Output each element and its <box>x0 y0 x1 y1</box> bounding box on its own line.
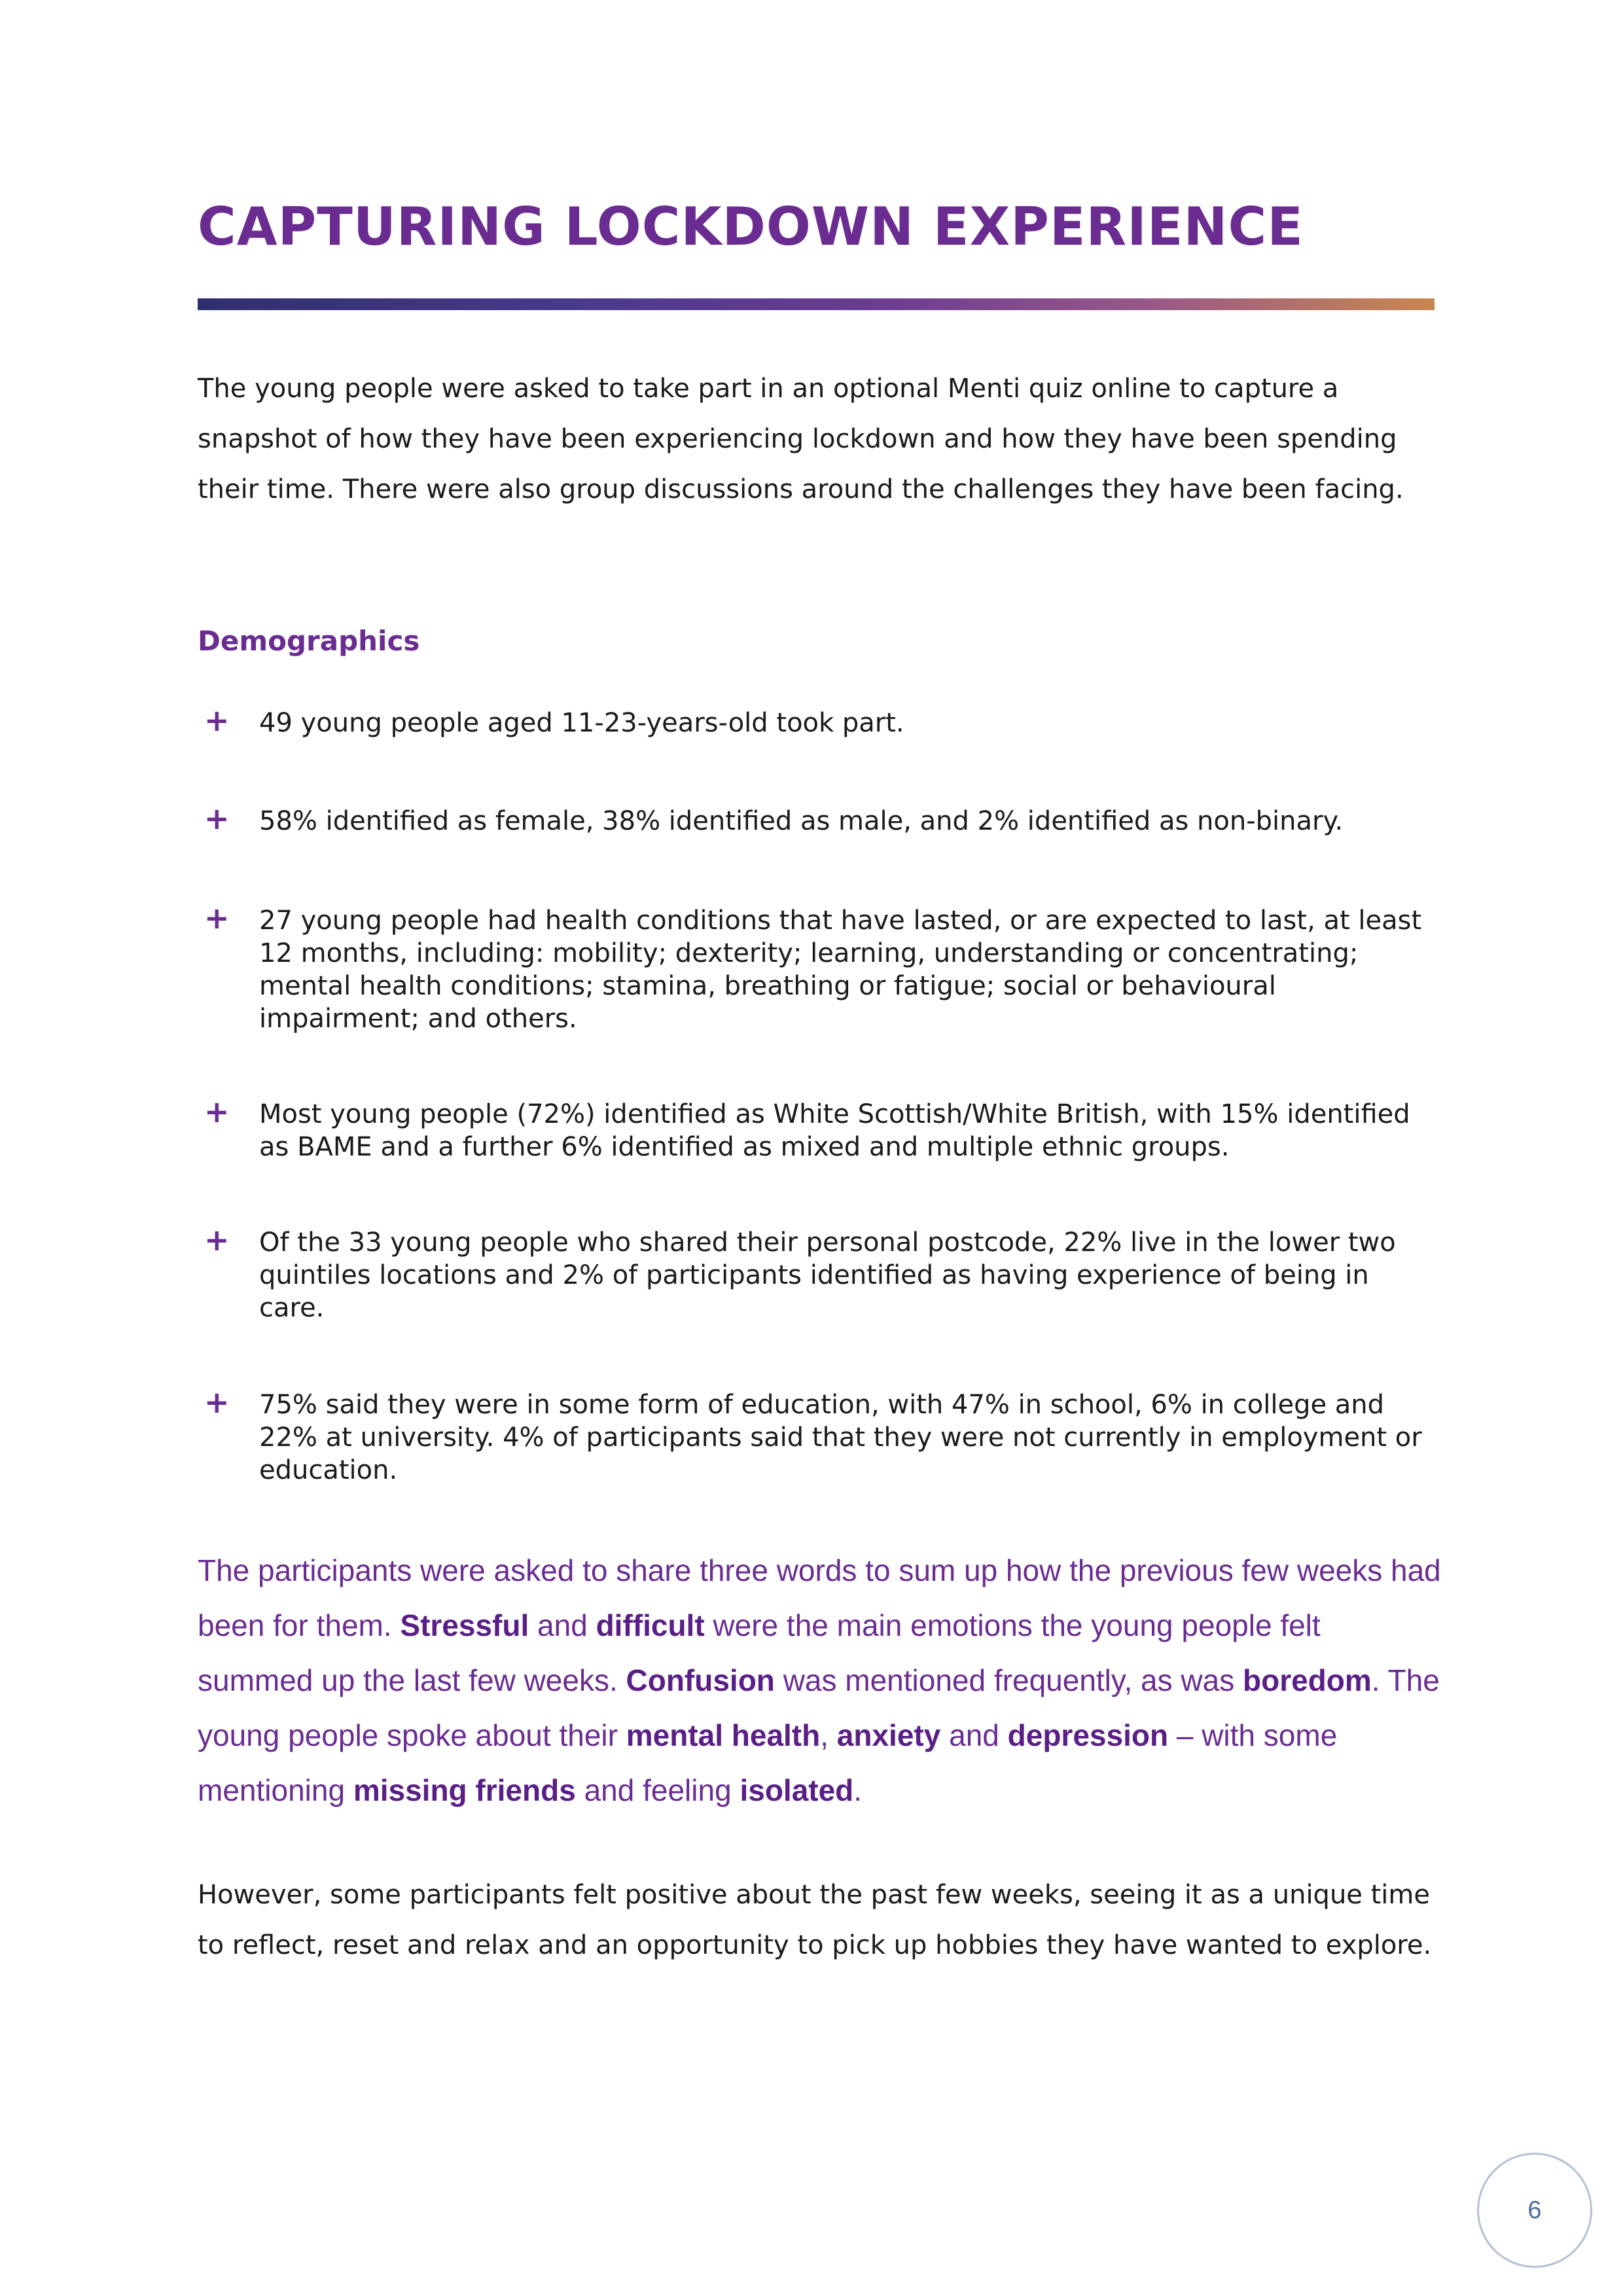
list-item-text: 27 young people had health conditions that have lasted, or are expected to last, at least 12 months, including: mobility; dexterity; learning, understanding or concentrating; mental health conditions; stamina, breathing or fatigue; social or behavioural impairment; and others. <box>259 906 1422 1034</box>
emphasis-word: boredom <box>1243 1663 1372 1697</box>
plus-icon: + <box>204 1222 230 1258</box>
plus-icon: + <box>204 1094 230 1129</box>
emphasis-word: mental health <box>626 1718 821 1752</box>
list-item <box>198 1385 1441 1487</box>
plus-icon: + <box>204 801 230 836</box>
list-item <box>198 1094 1441 1163</box>
list-item <box>198 801 1441 838</box>
summary-paragraph: The participants were asked to share three words to sum up how the previous few weeks had been for them. Stressful and difficult were the main emotions the young people felt summed up the last few weeks. Confusion was mentioned frequently, as was boredom. The young people spoke about their mental health, anxiety and depression – with some mentioning missing friends and feeling isolated. <box>198 1553 1441 1807</box>
demographics-heading: Demographics <box>198 625 420 657</box>
list-item-text: Most young people (72%) identified as White Scottish/White British, with 15% identified as BAME and a further 6% identified as mixed and multiple ethnic groups. <box>259 1099 1410 1162</box>
page-title: CAPTURING LOCKDOWN EXPERIENCE <box>198 196 1304 257</box>
emphasis-word: missing friends <box>353 1773 576 1807</box>
list-item-text: 75% said they were in some form of education, with 47% in school, 6% in college and 22% at university. 4% of participants said that they were not currently in employment or education. <box>259 1390 1422 1485</box>
list-item <box>198 703 1441 739</box>
intro-paragraph: The young people were asked to take part in an optional Menti quiz online to capture a snapshot of how they have been experiencing lockdown and how they have been spending their time. There were also group discussions around the challenges they have been facing. <box>198 374 1404 504</box>
list-item-text: 58% identified as female, 38% identified as male, and 2% identified as non-binary. <box>259 806 1344 836</box>
list-item <box>198 900 1441 1035</box>
emphasis-word: difficult <box>596 1608 705 1642</box>
plus-icon: + <box>204 900 230 936</box>
plus-icon: + <box>204 1385 230 1420</box>
emphasis-word: Confusion <box>626 1663 775 1697</box>
list-item <box>198 1222 1441 1324</box>
emphasis-word: depression <box>1007 1718 1169 1752</box>
title-gradient-divider <box>198 298 1435 310</box>
emphasis-word: Stressful <box>400 1608 529 1642</box>
closing-paragraph: However, some participants felt positive about the past few weeks, seeing it as a unique time to reflect, reset and relax and an opportunity to pick up hobbies they have wanted to explore. <box>198 1880 1432 1960</box>
page-number: 6 <box>1477 2153 1592 2268</box>
emphasis-word: isolated <box>740 1773 854 1807</box>
plus-icon: + <box>204 703 230 738</box>
emphasis-word: anxiety <box>836 1718 941 1752</box>
list-item-text: Of the 33 young people who shared their personal postcode, 22% live in the lower two quintiles locations and 2% of participants identified as having experience of being in care. <box>259 1227 1396 1323</box>
list-item-text: 49 young people aged 11-23-years-old took part. <box>259 708 904 738</box>
